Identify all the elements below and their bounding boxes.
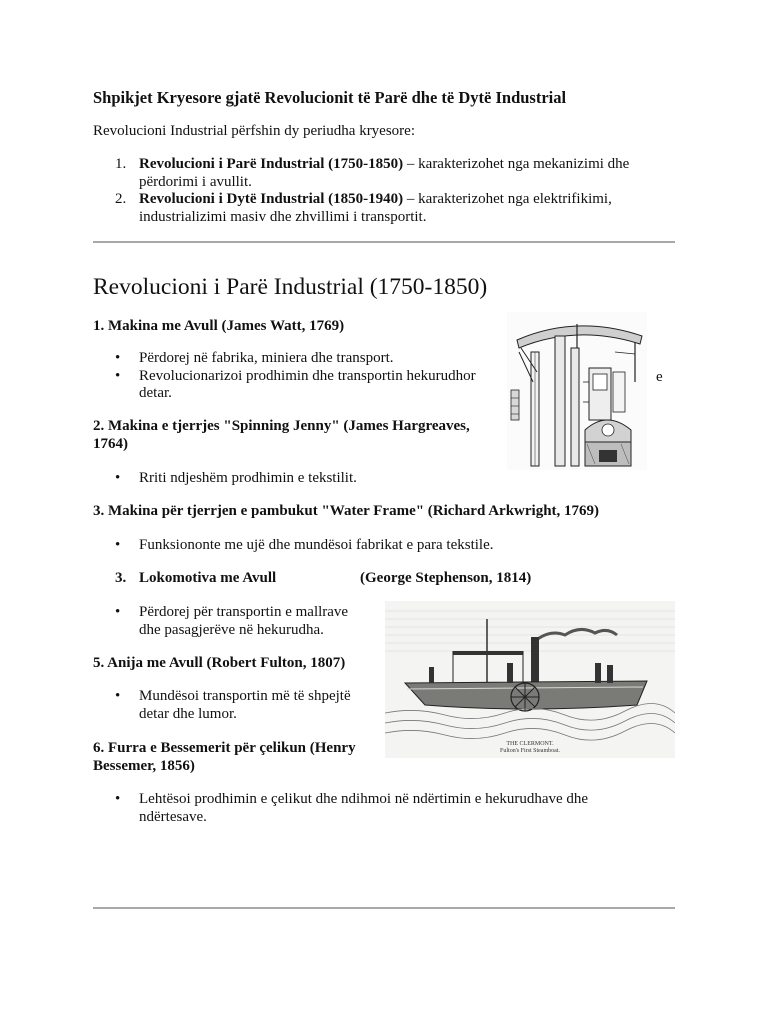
section-heading: Revolucioni i Parë Industrial (1750-1850) <box>93 274 488 300</box>
invention-6-bullets <box>93 791 613 826</box>
list-item-continuation: detar. <box>139 385 172 401</box>
horizontal-rule <box>93 241 675 243</box>
steamboat-drawing <box>385 601 675 758</box>
period-desc: – karakterizohet nga elektrifikimi, industrializimi masiv dhe zhvillimi i transportit. <box>139 191 612 225</box>
invention-5-bullets <box>93 688 365 723</box>
periods-list <box>93 156 663 226</box>
period-name: Revolucioni i Parë Industrial (1750-1850) <box>139 156 404 172</box>
period-item-1 <box>93 156 663 191</box>
list-item: • Revolucionarizoi prodhimin dhe transportin hekurudhor <box>93 368 513 386</box>
invention-3-bullets <box>93 537 663 555</box>
list-number: 2. <box>115 191 127 207</box>
invention-heading-3: 3. Makina për tjerrjen e pambukut "Water Frame" (Richard Arkwright, 1769) <box>93 503 600 519</box>
invention-heading-5: 5. Anija me Avull (Robert Fulton, 1807) <box>93 655 346 671</box>
invention-author: (George Stephenson, 1814) <box>360 570 532 586</box>
steamboat-illustration <box>385 601 675 758</box>
list-item: • Lehtësoi prodhimin e çelikut dhe ndihmoi në ndërtimin e hekurudhave dhe ndërtesave. <box>93 791 613 826</box>
horizontal-rule <box>93 907 675 909</box>
steam-engine-drawing <box>507 312 647 470</box>
steam-engine-illustration <box>507 312 647 470</box>
list-item: • Mundësoi transportin më të shpejtë detar dhe lumor. <box>93 688 365 723</box>
figure-caption-subtitle: Fulton's First Steamboat. <box>500 748 560 754</box>
invention-4-bullets <box>93 604 365 639</box>
list-number: 3. <box>115 570 127 586</box>
invention-name: Lokomotiva me Avull <box>139 570 277 586</box>
invention-heading-1: 1. Makina me Avull (James Watt, 1769) <box>93 318 345 334</box>
list-item: • Përdorej për transportin e mallrave dhe pasagjerëve në hekurudha. <box>93 604 365 639</box>
intro-paragraph: Revolucioni Industrial përfshin dy periudha kryesore: <box>93 123 416 139</box>
period-desc: – karakterizohet nga mekanizimi dhe përdorimi i avullit. <box>139 156 630 190</box>
invention-1-bullets <box>93 350 513 403</box>
invention-heading-2: 2. Makina e tjerrjes "Spinning Jenny" (James Hargreaves, 1764) <box>93 418 470 452</box>
list-number: 1. <box>115 156 127 172</box>
figure-caption-title: THE CLERMONT. <box>506 741 554 747</box>
period-name: Revolucioni i Dytë Industrial (1850-1940) <box>139 191 404 207</box>
invention-heading-6: 6. Furra e Bessemerit për çelikun (Henry Bessemer, 1856) <box>93 740 356 774</box>
list-item: • Rriti ndjeshëm prodhimin e tekstilit. <box>93 470 493 488</box>
document-title: Shpikjet Kryesore gjatë Revolucionit të Parë dhe të Dytë Industrial <box>93 88 567 107</box>
period-item-2 <box>93 191 663 226</box>
list-item: • Përdorej në fabrika, miniera dhe transport. <box>93 350 513 368</box>
trailing-text: e <box>656 369 663 385</box>
list-item: • Funksiononte me ujë dhe mundësoi fabrikat e para tekstile. <box>93 537 663 555</box>
invention-2-bullets <box>93 470 493 488</box>
